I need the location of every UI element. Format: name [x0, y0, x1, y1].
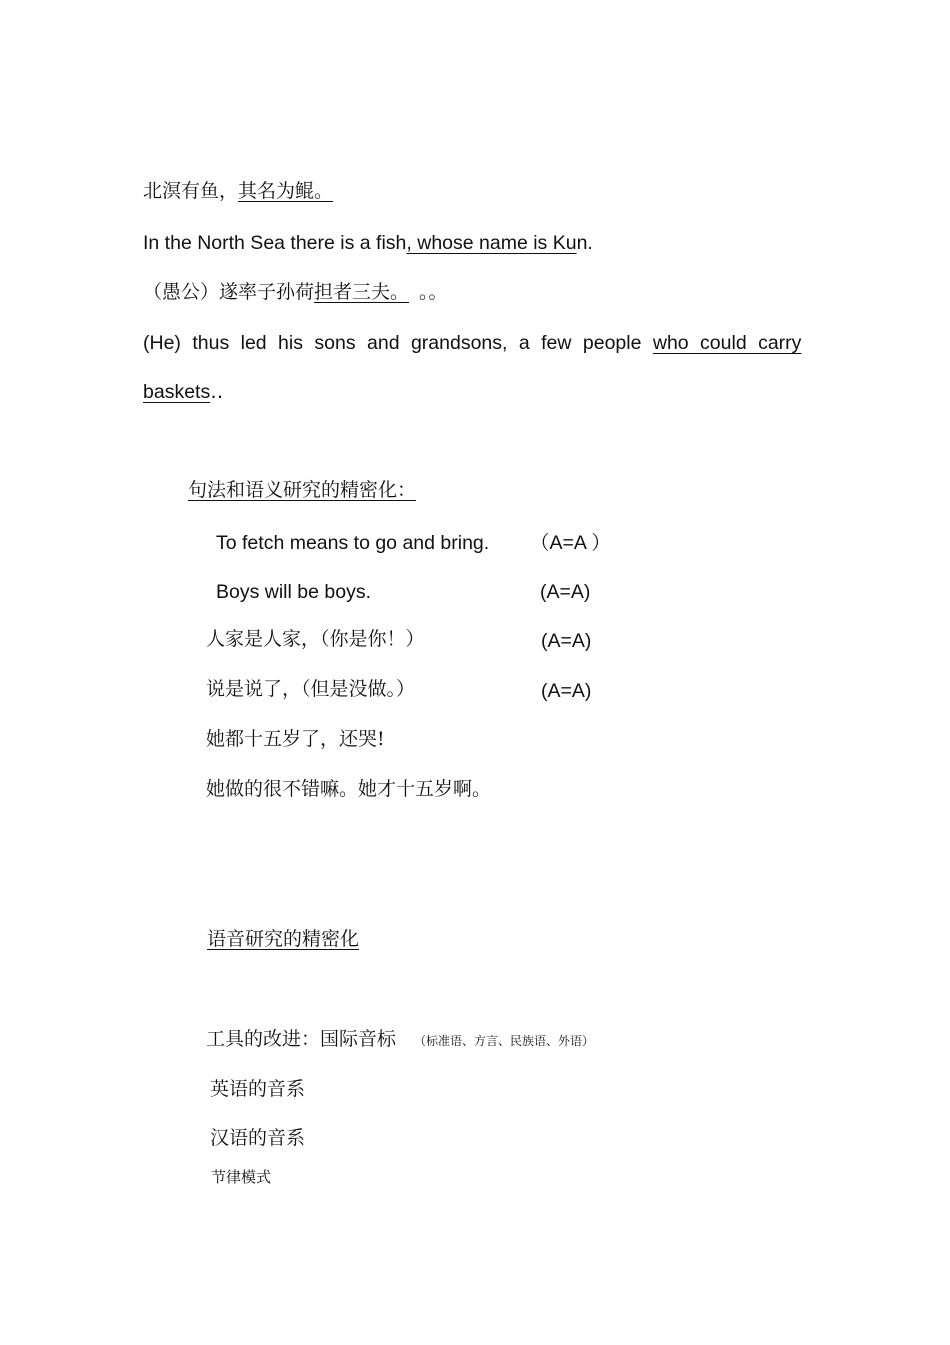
english-translation-2	[143, 334, 801, 354]
quote-2-underlined: 担者三夫。	[314, 281, 410, 303]
tools-note: （标准语、方言、民族语、外语）	[414, 1034, 595, 1048]
example-row-4-mark: (A=A)	[541, 680, 592, 702]
example-row-2-text: Boys will be boys.	[216, 581, 371, 603]
example-row-1-text: To fetch means to go and bring.	[216, 532, 490, 554]
english-translation-2-continued	[143, 383, 223, 403]
example-row-3-mark: (A=A)	[541, 630, 592, 652]
quote-2-part-a: （愚公）遂率子孙荷	[143, 281, 315, 303]
quote-2-part-c: 。。	[419, 281, 448, 303]
translation-1-part-c: n.	[576, 232, 593, 254]
english-translation-1	[143, 234, 593, 254]
example-row-4-text: 说是说了，（但是没做。）	[206, 678, 416, 700]
example-row-1-mark: （A=A ）	[530, 532, 611, 554]
translation-2-underlined: who could carry	[652, 332, 802, 354]
chinese-quote-2	[143, 283, 448, 302]
english-phonology: 英语的音系	[210, 1078, 306, 1100]
example-line-5: 她都十五岁了，还哭!	[206, 728, 385, 750]
phonetics-heading: 语音研究的精密化	[207, 928, 360, 950]
tools-line	[206, 1030, 594, 1049]
quote-1-part-a: 北溟有鱼，	[143, 180, 239, 202]
tools-label: 工具的改进：国际音标	[206, 1028, 397, 1050]
translation-1-underlined: , whose name is Ku	[406, 232, 577, 254]
example-row-3-text: 人家是人家，（你是你！）	[206, 628, 425, 650]
translation-2-part-a: (He) thus led his sons and grandsons, a few people	[143, 332, 653, 354]
translation-1-part-a: In the North Sea there is a fish	[143, 232, 407, 254]
rhythm-pattern: 节律模式	[211, 1168, 272, 1186]
translation-2-continued-tail: ‥	[210, 381, 224, 403]
syntax-heading: 句法和语义研究的精密化：	[188, 479, 417, 501]
chinese-quote-1	[143, 182, 333, 201]
quote-1-underlined: 其名为鲲。	[238, 180, 334, 202]
translation-2-continued-underlined: baskets	[143, 381, 211, 403]
example-line-6: 她做的很不错嘛。她才十五岁啊。	[206, 778, 492, 800]
example-row-2-mark: (A=A)	[540, 581, 591, 603]
chinese-phonology: 汉语的音系	[210, 1127, 306, 1149]
